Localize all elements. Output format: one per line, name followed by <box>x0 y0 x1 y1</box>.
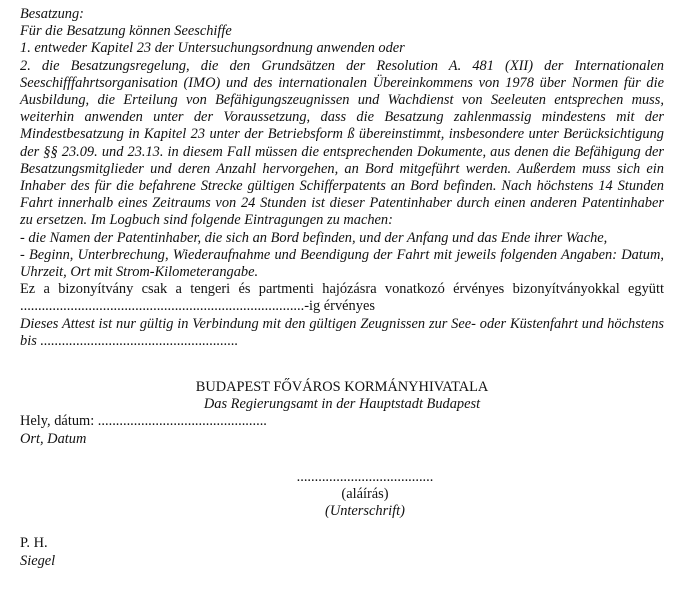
seal-label-de: Siegel <box>20 552 56 569</box>
authority-name-hu: BUDAPEST FŐVÁROS KORMÁNYHIVATALA <box>195 379 489 396</box>
crew-option-1: 1. entweder Kapitel 23 der Untersuchungsordnung anwenden oder <box>20 40 405 57</box>
logbook-entry-2: - Beginn, Unterbrechung, Wiederaufnahme und Beendigung der Fahrt mit jeweils folgenden Angaben: Datum, Uhrzeit, Ort mit Strom-Kilometerangabe. <box>20 246 664 281</box>
signature-label-hu: (aláírás) <box>341 486 389 503</box>
validity-text-hu: Ez a bizonyítvány csak a tengeri és partmenti hajózásra vonatkozó érvényes bizonyítványokkal együtt ...............................................................................-ig érvényes <box>20 281 664 315</box>
place-date-label-de: Ort, Datum <box>20 430 87 447</box>
signature-label-de: (Unterschrift) <box>325 503 405 520</box>
place-date-field-hu: Hely, dátum: ............................................... <box>20 413 267 430</box>
seal-label-hu: P. H. <box>20 535 48 552</box>
crew-option-2: 2. die Besatzungsregelung, die den Grundsätzen der Resolution A. 481 (XII) der Internationalen Seeschifffahrtsorganisation (IMO) und des internationalen Übereinkommens von 1978 über Normen für die Ausbildung, die Erteilung von Befähigungszeugnissen und Wachdienst von Seeleuten entsprechen muss, weiterhin anwenden unter der Voraussetzung, dass die Besatzung zahlenmassig mindestens mit der Mindestbesatzung in Kapitel 23 unter der Betriebsform ß übereinstimmt, insbesondere unter Berücksichtigung der §§ 23.09. und 23.13. in diesem Fall müssen die entsprechenden Dokumente, aus denen die Befähigung der Besatzungsmitglieder und deren Anzahl hervorgehen, an Bord mitgeführt werden. Außerdem muss sich ein Inhaber des für die befahrene Strecke gültigen Schifferpatents an Bord befinden. Nach höchstens 14 Stunden Fahrt innerhalb eines Zeitraums von 24 Stunden ist dieser Patentinhaber durch einen anderen Patentinhaber zu ersetzen. Im Logbuch sind folgende Eintragungen zu machen: <box>20 57 664 229</box>
signature-line: ...................................... <box>296 468 434 485</box>
crew-heading: Besatzung: <box>20 6 84 22</box>
authority-name-de: Das Regierungsamt in der Hauptstadt Budapest <box>203 396 481 413</box>
logbook-entry-1: - die Namen der Patentinhaber, die sich an Bord befinden, und der Anfang und das Ende ihrer Wache, <box>20 229 608 246</box>
validity-text-de: Dieses Attest ist nur gültig in Verbindung mit den gültigen Zeugnissen zur See- oder Küstenfahrt und höchstens bis ....................................................... <box>20 315 664 349</box>
crew-intro: Für die Besatzung können Seeschiffe <box>20 23 232 40</box>
